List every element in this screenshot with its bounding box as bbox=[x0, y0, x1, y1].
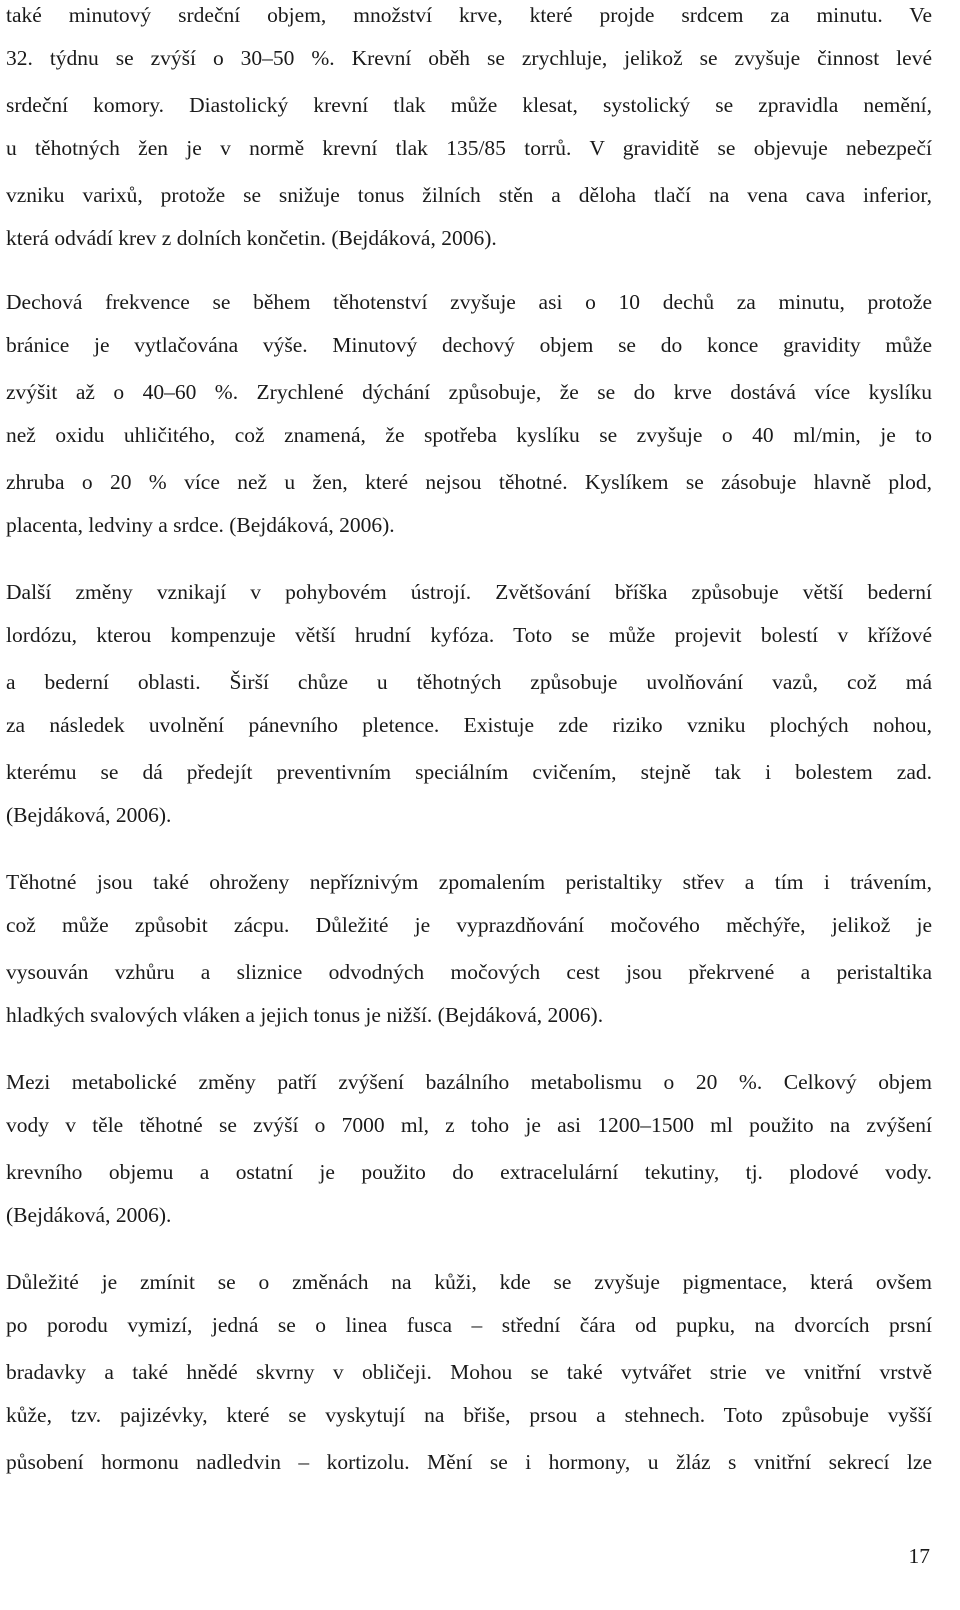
text-line: krevního objemu a ostatní je použito do extracelulární tekutiny, tj. plodové vody. bbox=[6, 1160, 932, 1184]
text-line: která odvádí krev z dolních končetin. (Bejdáková, 2006). bbox=[6, 226, 497, 250]
text-line: Důležité je zmínit se o změnách na kůži, kde se zvyšuje pigmentace, která ovšem bbox=[6, 1270, 932, 1294]
text-line: u těhotných žen je v normě krevní tlak 135/85 torrů. V graviditě se objevuje nebezpečí bbox=[6, 136, 932, 160]
text-line: bradavky a také hnědé skvrny v obličeji. Mohou se také vytvářet strie ve vnitřní vrstvě bbox=[6, 1360, 932, 1384]
text-line: (Bejdáková, 2006). bbox=[6, 1203, 172, 1227]
text-line: Mezi metabolické změny patří zvýšení bazálního metabolismu o 20 %. Celkový objem bbox=[6, 1070, 932, 1094]
text-line: srdeční komory. Diastolický krevní tlak může klesat, systolický se zpravidla nemění, bbox=[6, 93, 932, 117]
text-line: (Bejdáková, 2006). bbox=[6, 803, 172, 827]
text-line: Dechová frekvence se během těhotenství zvyšuje asi o 10 dechů za minutu, protože bbox=[6, 290, 932, 314]
text-line: vody v těle těhotné se zvýší o 7000 ml, z toho je asi 1200–1500 ml použito na zvýšení bbox=[6, 1113, 932, 1137]
text-line: vzniku varixů, protože se snižuje tonus žilních stěn a děloha tlačí na vena cava inferior, bbox=[6, 183, 932, 207]
text-line: lordózu, kterou kompenzuje větší hrudní kyfóza. Toto se může projevit bolestí v křížové bbox=[6, 623, 932, 647]
text-line: vysouván vzhůru a sliznice odvodných močových cest jsou překrvené a peristaltika bbox=[6, 960, 932, 984]
page-number: 17 bbox=[908, 1544, 930, 1568]
text-line: a bederní oblasti. Širší chůze u těhotných způsobuje uvolňování vazů, což má bbox=[6, 670, 932, 694]
text-line: Těhotné jsou také ohroženy nepříznivým zpomalením peristaltiky střev a tím i trávením, bbox=[6, 870, 932, 894]
text-line: působení hormonu nadledvin – kortizolu. Mění se i hormony, u žláz s vnitřní sekrecí lze bbox=[6, 1450, 932, 1474]
text-line: zvýšit až o 40–60 %. Zrychlené dýchání způsobuje, že se do krve dostává více kyslíku bbox=[6, 380, 932, 404]
text-line: bránice je vytlačována výše. Minutový dechový objem se do konce gravidity může bbox=[6, 333, 932, 357]
text-line: kterému se dá předejít preventivním speciálním cvičením, stejně tak i bolestem zad. bbox=[6, 760, 932, 784]
text-line: 32. týdnu se zvýší o 30–50 %. Krevní oběh se zrychluje, jelikož se zvyšuje činnost levé bbox=[6, 46, 932, 70]
text-line: což může způsobit zácpu. Důležité je vyprazdňování močového měchýře, jelikož je bbox=[6, 913, 932, 937]
text-line: také minutový srdeční objem, množství krve, které projde srdcem za minutu. Ve bbox=[6, 3, 932, 27]
text-line: hladkých svalových vláken a jejich tonus je nižší. (Bejdáková, 2006). bbox=[6, 1003, 604, 1027]
text-line: za následek uvolnění pánevního pletence. Existuje zde riziko vzniku plochých nohou, bbox=[6, 713, 932, 737]
text-line: Další změny vznikají v pohybovém ústrojí. Zvětšování bříška způsobuje větší bederní bbox=[6, 580, 932, 604]
text-line: po porodu vymizí, jedná se o linea fusca – střední čára od pupku, na dvorcích prsní bbox=[6, 1313, 932, 1337]
text-line: zhruba o 20 % více než u žen, které nejsou těhotné. Kyslíkem se zásobuje hlavně plod, bbox=[6, 470, 932, 494]
text-line: než oxidu uhličitého, což znamená, že spotřeba kyslíku se zvyšuje o 40 ml/min, je to bbox=[6, 423, 932, 447]
text-line: placenta, ledviny a srdce. (Bejdáková, 2006). bbox=[6, 513, 395, 537]
text-line: kůže, tzv. pajizévky, které se vyskytují na břiše, prsou a stehnech. Toto způsobuje vyšší bbox=[6, 1403, 932, 1427]
